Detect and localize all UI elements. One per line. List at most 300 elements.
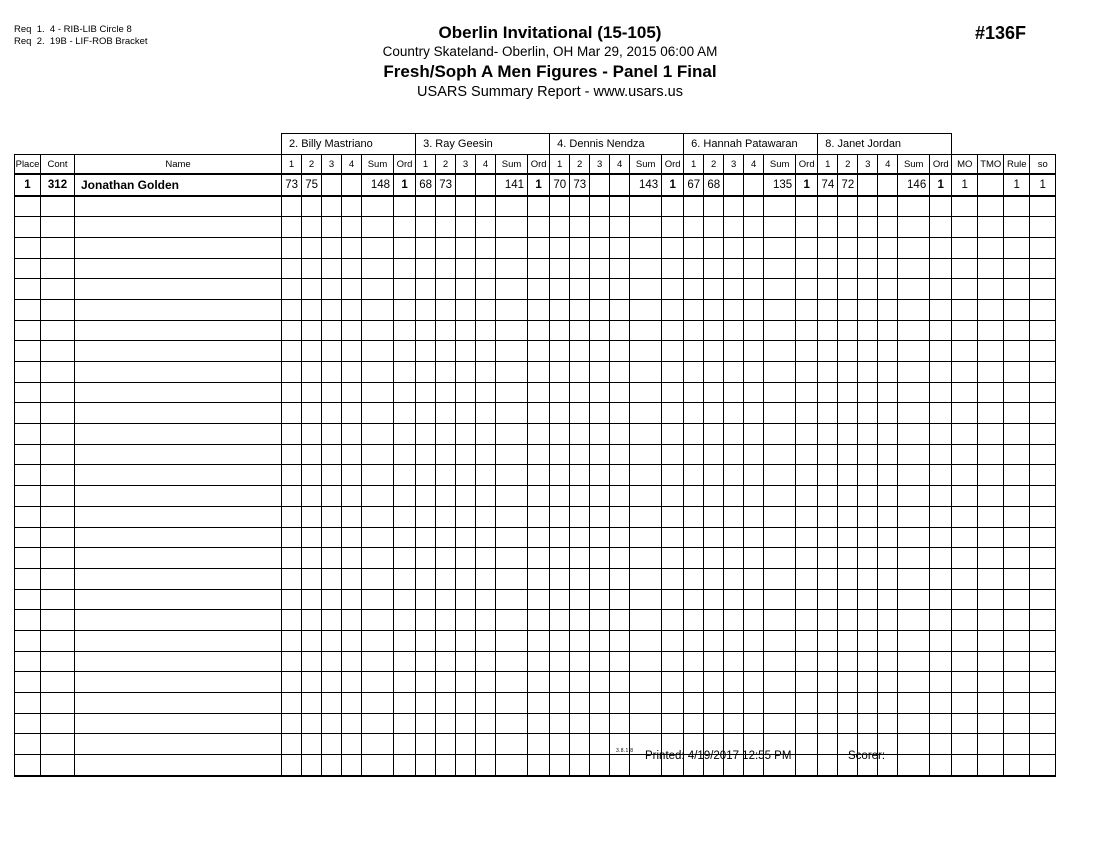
cell-empty[interactable] [570, 548, 590, 569]
cell-empty[interactable] [978, 258, 1004, 279]
cell-empty[interactable] [342, 196, 362, 217]
cell-empty[interactable] [1030, 630, 1056, 651]
cell-empty[interactable] [15, 755, 41, 776]
cell-empty[interactable] [550, 734, 570, 755]
cell-empty[interactable] [394, 237, 416, 258]
cell-empty[interactable] [898, 320, 930, 341]
cell-empty[interactable] [878, 299, 898, 320]
cell-empty[interactable] [41, 258, 75, 279]
cell-empty[interactable] [342, 651, 362, 672]
cell-empty[interactable] [684, 548, 704, 569]
cell-empty[interactable] [75, 382, 282, 403]
cell-empty[interactable] [394, 589, 416, 610]
cell-empty[interactable] [878, 506, 898, 527]
cell-empty[interactable] [1004, 258, 1030, 279]
cell-empty[interactable] [590, 734, 610, 755]
cell-empty[interactable] [282, 196, 302, 217]
cell-empty[interactable] [456, 382, 476, 403]
cell-empty[interactable] [1030, 299, 1056, 320]
cell-empty[interactable] [610, 341, 630, 362]
cell-empty[interactable] [630, 258, 662, 279]
cell-empty[interactable] [610, 568, 630, 589]
cell-empty[interactable] [838, 237, 858, 258]
cell-empty[interactable] [796, 258, 818, 279]
cell-empty[interactable] [744, 672, 764, 693]
cell-empty[interactable] [436, 299, 456, 320]
cell-empty[interactable] [744, 341, 764, 362]
cell-empty[interactable] [978, 444, 1004, 465]
cell-empty[interactable] [838, 548, 858, 569]
cell-empty[interactable] [724, 362, 744, 383]
cell-empty[interactable] [978, 341, 1004, 362]
cell-empty[interactable] [342, 403, 362, 424]
cell-empty[interactable] [590, 382, 610, 403]
cell-empty[interactable] [630, 320, 662, 341]
cell-empty[interactable] [662, 548, 684, 569]
cell-empty[interactable] [528, 713, 550, 734]
cell-empty[interactable] [282, 651, 302, 672]
cell-empty[interactable] [528, 548, 550, 569]
cell-empty[interactable] [456, 465, 476, 486]
table-row-empty[interactable] [15, 672, 1056, 693]
cell-empty[interactable] [858, 258, 878, 279]
cell-empty[interactable] [858, 651, 878, 672]
cell-empty[interactable] [1004, 568, 1030, 589]
cell-empty[interactable] [1030, 610, 1056, 631]
cell-empty[interactable] [878, 589, 898, 610]
cell-empty[interactable] [456, 217, 476, 238]
cell-empty[interactable] [342, 341, 362, 362]
cell-empty[interactable] [15, 403, 41, 424]
cell-empty[interactable] [528, 755, 550, 776]
cell-empty[interactable] [570, 568, 590, 589]
cell-empty[interactable] [1004, 527, 1030, 548]
cell-empty[interactable] [394, 486, 416, 507]
cell-empty[interactable] [952, 755, 978, 776]
cell-empty[interactable] [41, 403, 75, 424]
cell-empty[interactable] [930, 217, 952, 238]
cell-empty[interactable] [15, 610, 41, 631]
cell-empty[interactable] [630, 341, 662, 362]
cell-empty[interactable] [322, 362, 342, 383]
cell-empty[interactable] [704, 217, 724, 238]
cell-empty[interactable] [416, 237, 436, 258]
cell-empty[interactable] [952, 630, 978, 651]
cell-empty[interactable] [952, 279, 978, 300]
cell-empty[interactable] [282, 693, 302, 714]
cell-empty[interactable] [590, 237, 610, 258]
cell-empty[interactable] [1004, 610, 1030, 631]
cell-empty[interactable] [684, 465, 704, 486]
cell-empty[interactable] [436, 713, 456, 734]
cell-empty[interactable] [838, 589, 858, 610]
cell-empty[interactable] [570, 486, 590, 507]
cell-empty[interactable] [724, 217, 744, 238]
cell-empty[interactable] [704, 548, 724, 569]
cell-empty[interactable] [528, 299, 550, 320]
cell-empty[interactable] [796, 444, 818, 465]
cell-empty[interactable] [75, 506, 282, 527]
table-row-empty[interactable] [15, 382, 1056, 403]
cell-empty[interactable] [1030, 693, 1056, 714]
cell-empty[interactable] [476, 568, 496, 589]
cell-empty[interactable] [858, 196, 878, 217]
cell-empty[interactable] [704, 444, 724, 465]
cell-empty[interactable] [744, 486, 764, 507]
cell-empty[interactable] [496, 403, 528, 424]
cell-empty[interactable] [724, 486, 744, 507]
cell-empty[interactable] [41, 610, 75, 631]
cell-empty[interactable] [610, 713, 630, 734]
cell-empty[interactable] [15, 568, 41, 589]
cell-empty[interactable] [952, 217, 978, 238]
cell-empty[interactable] [75, 299, 282, 320]
cell-empty[interactable] [456, 237, 476, 258]
cell-empty[interactable] [858, 424, 878, 445]
cell-empty[interactable] [978, 693, 1004, 714]
cell-empty[interactable] [322, 424, 342, 445]
cell-empty[interactable] [416, 734, 436, 755]
cell-empty[interactable] [610, 362, 630, 383]
cell-empty[interactable] [436, 755, 456, 776]
cell-empty[interactable] [362, 237, 394, 258]
table-row-empty[interactable] [15, 589, 1056, 610]
cell-empty[interactable] [930, 258, 952, 279]
cell-empty[interactable] [878, 237, 898, 258]
cell-empty[interactable] [416, 341, 436, 362]
cell-empty[interactable] [528, 734, 550, 755]
cell-empty[interactable] [302, 403, 322, 424]
cell-empty[interactable] [322, 568, 342, 589]
cell-empty[interactable] [362, 713, 394, 734]
cell-empty[interactable] [930, 424, 952, 445]
cell-empty[interactable] [744, 403, 764, 424]
cell-empty[interactable] [898, 486, 930, 507]
cell-empty[interactable] [744, 548, 764, 569]
cell-empty[interactable] [610, 320, 630, 341]
cell-empty[interactable] [590, 299, 610, 320]
cell-empty[interactable] [41, 465, 75, 486]
cell-empty[interactable] [528, 279, 550, 300]
cell-empty[interactable] [1004, 589, 1030, 610]
cell-empty[interactable] [838, 465, 858, 486]
cell-empty[interactable] [764, 320, 796, 341]
cell-empty[interactable] [818, 465, 838, 486]
table-row-empty[interactable] [15, 527, 1056, 548]
cell-empty[interactable] [590, 630, 610, 651]
table-row-empty[interactable] [15, 444, 1056, 465]
cell-empty[interactable] [764, 589, 796, 610]
cell-empty[interactable] [724, 237, 744, 258]
cell-empty[interactable] [662, 279, 684, 300]
cell-empty[interactable] [630, 444, 662, 465]
cell-empty[interactable] [362, 589, 394, 610]
cell-empty[interactable] [528, 527, 550, 548]
cell-empty[interactable] [75, 237, 282, 258]
cell-empty[interactable] [744, 610, 764, 631]
cell-empty[interactable] [476, 672, 496, 693]
cell-empty[interactable] [952, 444, 978, 465]
cell-empty[interactable] [610, 672, 630, 693]
cell-empty[interactable] [1030, 568, 1056, 589]
table-row-empty[interactable] [15, 299, 1056, 320]
cell-empty[interactable] [75, 610, 282, 631]
cell-empty[interactable] [41, 237, 75, 258]
cell-empty[interactable] [436, 237, 456, 258]
cell-j3-s4[interactable] [610, 174, 630, 196]
cell-empty[interactable] [416, 320, 436, 341]
cell-empty[interactable] [1030, 672, 1056, 693]
cell-empty[interactable] [528, 362, 550, 383]
cell-empty[interactable] [796, 403, 818, 424]
cell-empty[interactable] [416, 486, 436, 507]
cell-empty[interactable] [416, 651, 436, 672]
cell-empty[interactable] [15, 465, 41, 486]
cell-empty[interactable] [528, 610, 550, 631]
cell-empty[interactable] [610, 279, 630, 300]
cell-empty[interactable] [1004, 362, 1030, 383]
cell-empty[interactable] [496, 362, 528, 383]
cell-empty[interactable] [550, 341, 570, 362]
cell-empty[interactable] [550, 548, 570, 569]
cell-empty[interactable] [838, 299, 858, 320]
cell-empty[interactable] [724, 568, 744, 589]
cell-empty[interactable] [362, 279, 394, 300]
cell-empty[interactable] [838, 279, 858, 300]
cell-empty[interactable] [570, 734, 590, 755]
cell-empty[interactable] [15, 672, 41, 693]
cell-empty[interactable] [570, 527, 590, 548]
cell-empty[interactable] [878, 403, 898, 424]
cell-empty[interactable] [322, 444, 342, 465]
cell-empty[interactable] [1004, 424, 1030, 445]
cell-empty[interactable] [878, 279, 898, 300]
cell-empty[interactable] [362, 672, 394, 693]
cell-empty[interactable] [684, 341, 704, 362]
cell-empty[interactable] [630, 382, 662, 403]
cell-empty[interactable] [528, 196, 550, 217]
cell-empty[interactable] [550, 258, 570, 279]
cell-empty[interactable] [684, 568, 704, 589]
cell-empty[interactable] [570, 755, 590, 776]
cell-empty[interactable] [394, 734, 416, 755]
cell-empty[interactable] [858, 382, 878, 403]
cell-empty[interactable] [1004, 444, 1030, 465]
cell-empty[interactable] [322, 672, 342, 693]
cell-empty[interactable] [704, 424, 724, 445]
cell-empty[interactable] [630, 486, 662, 507]
cell-empty[interactable] [456, 196, 476, 217]
cell-empty[interactable] [590, 589, 610, 610]
cell-empty[interactable] [282, 610, 302, 631]
cell-empty[interactable] [436, 217, 456, 238]
cell-j1-ord[interactable]: 1 [394, 174, 416, 196]
cell-empty[interactable] [41, 341, 75, 362]
cell-empty[interactable] [590, 506, 610, 527]
cell-empty[interactable] [898, 362, 930, 383]
cell-empty[interactable] [764, 196, 796, 217]
cell-empty[interactable] [818, 527, 838, 548]
cell-empty[interactable] [662, 341, 684, 362]
table-row-empty[interactable] [15, 196, 1056, 217]
cell-empty[interactable] [570, 465, 590, 486]
cell-empty[interactable] [75, 196, 282, 217]
cell-empty[interactable] [75, 755, 282, 776]
cell-empty[interactable] [528, 465, 550, 486]
cell-empty[interactable] [796, 589, 818, 610]
cell-empty[interactable] [684, 693, 704, 714]
cell-empty[interactable] [952, 237, 978, 258]
table-row-empty[interactable] [15, 237, 1056, 258]
cell-empty[interactable] [662, 237, 684, 258]
cell-empty[interactable] [394, 506, 416, 527]
cell-empty[interactable] [362, 734, 394, 755]
cell-empty[interactable] [796, 196, 818, 217]
cell-empty[interactable] [898, 651, 930, 672]
cell-empty[interactable] [476, 589, 496, 610]
cell-empty[interactable] [878, 424, 898, 445]
cell-empty[interactable] [570, 237, 590, 258]
cell-empty[interactable] [1004, 693, 1030, 714]
cell-empty[interactable] [362, 610, 394, 631]
cell-empty[interactable] [75, 568, 282, 589]
cell-empty[interactable] [978, 382, 1004, 403]
cell-empty[interactable] [15, 693, 41, 714]
cell-empty[interactable] [930, 299, 952, 320]
cell-empty[interactable] [570, 217, 590, 238]
cell-empty[interactable] [684, 651, 704, 672]
cell-empty[interactable] [41, 486, 75, 507]
cell-empty[interactable] [322, 403, 342, 424]
cell-empty[interactable] [952, 341, 978, 362]
table-row-empty[interactable] [15, 693, 1056, 714]
cell-empty[interactable] [590, 568, 610, 589]
cell-empty[interactable] [930, 527, 952, 548]
cell-empty[interactable] [764, 672, 796, 693]
cell-empty[interactable] [662, 362, 684, 383]
cell-empty[interactable] [75, 589, 282, 610]
cell-j1-s3[interactable] [322, 174, 342, 196]
cell-empty[interactable] [528, 444, 550, 465]
cell-empty[interactable] [1030, 403, 1056, 424]
cell-empty[interactable] [838, 610, 858, 631]
cell-empty[interactable] [1030, 486, 1056, 507]
cell-empty[interactable] [818, 320, 838, 341]
cell-empty[interactable] [570, 320, 590, 341]
cell-empty[interactable] [15, 362, 41, 383]
cell-empty[interactable] [1004, 299, 1030, 320]
cell-empty[interactable] [496, 196, 528, 217]
cell-empty[interactable] [590, 755, 610, 776]
table-row-empty[interactable] [15, 568, 1056, 589]
cell-empty[interactable] [282, 548, 302, 569]
cell-empty[interactable] [15, 258, 41, 279]
cell-empty[interactable] [322, 196, 342, 217]
cell-j1-s1[interactable]: 73 [282, 174, 302, 196]
cell-empty[interactable] [282, 341, 302, 362]
table-row-empty[interactable] [15, 258, 1056, 279]
cell-empty[interactable] [15, 341, 41, 362]
cell-empty[interactable] [978, 486, 1004, 507]
cell-empty[interactable] [930, 362, 952, 383]
cell-mo[interactable]: 1 [952, 174, 978, 196]
cell-empty[interactable] [15, 486, 41, 507]
table-row-empty[interactable] [15, 713, 1056, 734]
cell-empty[interactable] [796, 734, 818, 755]
cell-empty[interactable] [476, 444, 496, 465]
cell-empty[interactable] [416, 527, 436, 548]
cell-empty[interactable] [978, 734, 1004, 755]
cell-empty[interactable] [322, 589, 342, 610]
cell-empty[interactable] [662, 486, 684, 507]
cell-empty[interactable] [930, 506, 952, 527]
cell-empty[interactable] [838, 651, 858, 672]
cell-empty[interactable] [704, 713, 724, 734]
cell-empty[interactable] [41, 548, 75, 569]
cell-empty[interactable] [952, 589, 978, 610]
cell-empty[interactable] [764, 341, 796, 362]
cell-empty[interactable] [342, 734, 362, 755]
cell-empty[interactable] [610, 444, 630, 465]
cell-j2-ord[interactable]: 1 [528, 174, 550, 196]
cell-empty[interactable] [818, 630, 838, 651]
cell-empty[interactable] [930, 320, 952, 341]
cell-empty[interactable] [630, 196, 662, 217]
cell-empty[interactable] [342, 299, 362, 320]
cell-empty[interactable] [838, 320, 858, 341]
cell-empty[interactable] [930, 237, 952, 258]
cell-empty[interactable] [416, 217, 436, 238]
cell-empty[interactable] [570, 651, 590, 672]
cell-empty[interactable] [416, 548, 436, 569]
cell-empty[interactable] [528, 258, 550, 279]
cell-empty[interactable] [764, 568, 796, 589]
cell-empty[interactable] [342, 258, 362, 279]
cell-empty[interactable] [41, 693, 75, 714]
cell-empty[interactable] [858, 672, 878, 693]
cell-empty[interactable] [416, 568, 436, 589]
cell-empty[interactable] [456, 258, 476, 279]
cell-empty[interactable] [1004, 672, 1030, 693]
cell-empty[interactable] [75, 548, 282, 569]
cell-empty[interactable] [550, 672, 570, 693]
cell-empty[interactable] [724, 258, 744, 279]
cell-empty[interactable] [41, 362, 75, 383]
cell-empty[interactable] [590, 217, 610, 238]
cell-empty[interactable] [898, 527, 930, 548]
cell-empty[interactable] [684, 258, 704, 279]
cell-empty[interactable] [1030, 341, 1056, 362]
cell-empty[interactable] [724, 465, 744, 486]
cell-empty[interactable] [302, 382, 322, 403]
cell-empty[interactable] [362, 196, 394, 217]
cell-j4-s4[interactable] [744, 174, 764, 196]
cell-empty[interactable] [1030, 320, 1056, 341]
cell-empty[interactable] [302, 217, 322, 238]
cell-empty[interactable] [456, 486, 476, 507]
cell-empty[interactable] [898, 217, 930, 238]
cell-empty[interactable] [496, 589, 528, 610]
cell-empty[interactable] [456, 403, 476, 424]
cell-empty[interactable] [75, 258, 282, 279]
cell-empty[interactable] [796, 755, 818, 776]
cell-empty[interactable] [476, 382, 496, 403]
cell-empty[interactable] [550, 486, 570, 507]
cell-empty[interactable] [550, 506, 570, 527]
cell-empty[interactable] [898, 610, 930, 631]
cell-empty[interactable] [764, 651, 796, 672]
cell-empty[interactable] [704, 237, 724, 258]
